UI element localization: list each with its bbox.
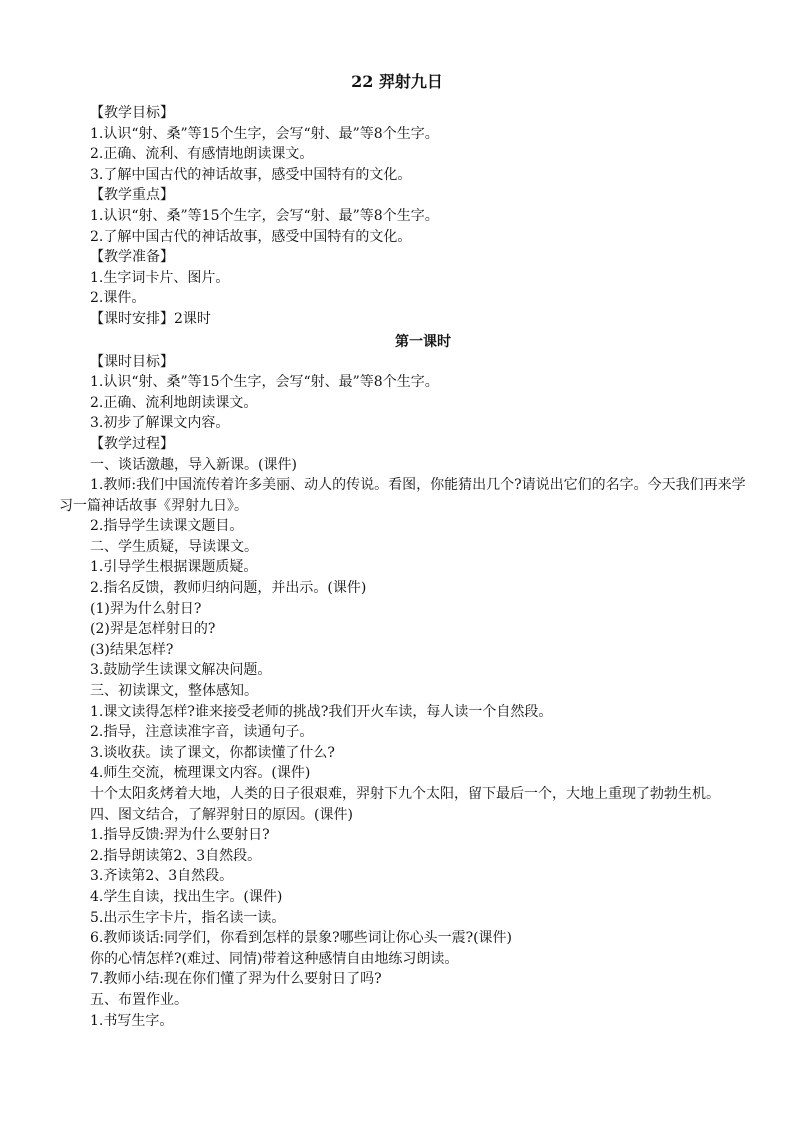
text-line: 1.引导学生根据课题质疑。 <box>90 559 258 576</box>
text-line: 2.课件。 <box>90 290 146 307</box>
text-line: 【课时安排】2课时 <box>90 310 211 327</box>
text-line: 7.教师小结:现在你们懂了羿为什么要射日了吗? <box>90 971 382 988</box>
text-line: 五、布置作业。 <box>90 991 188 1008</box>
text-line: 【教学过程】 <box>90 435 174 452</box>
text-line: 1.指导反馈:羿为什么要射日? <box>90 827 270 844</box>
text-line: 2.指导，注意读准字音，读通句子。 <box>90 724 314 741</box>
text-line: 2.正确、流利、有感情地朗读课文。 <box>90 146 314 163</box>
text-line: 1.课文读得怎样?谁来接受老师的挑战?我们开火车读，每人读一个自然段。 <box>90 703 553 720</box>
text-line: 二、学生质疑，导读课文。 <box>90 538 258 555</box>
text-line: 【课时目标】 <box>90 353 174 370</box>
text-line: 2.了解中国古代的神话故事，感受中国特有的文化。 <box>90 228 412 245</box>
document-title: 22 羿射九日 <box>351 72 443 91</box>
text-line: 2.指名反馈，教师归纳问题，并出示。(课件) <box>90 580 367 597</box>
text-line: 【教学准备】 <box>90 249 174 266</box>
text-line: 【教学重点】 <box>90 187 174 204</box>
text-line: 3.齐读第2、3自然段。 <box>90 868 234 885</box>
text-line: 1.书写生字。 <box>90 1012 174 1029</box>
text-line: 1.认识“射、桑”等15个生字，会写“射、最”等8个生字。 <box>90 125 439 142</box>
text-line: 2.指导学生读课文题目。 <box>90 518 244 535</box>
text-line: 3.了解中国古代的神话故事，感受中国特有的文化。 <box>90 166 412 183</box>
paragraph: 十个太阳炙烤着大地，人类的日子很艰难，羿射下九个太阳，留下最后一个，大地上重现了勃勃生机。 <box>90 786 720 802</box>
text-line: 5.出示生字卡片，指名读一读。 <box>90 909 286 926</box>
text-line: 三、初读课文，整体感知。 <box>90 683 258 700</box>
text-line: 1.认识“射、桑”等15个生字，会写“射、最”等8个生字。 <box>90 374 439 391</box>
text-line: 你的心情怎样?(难过、同情)带着这种感情自由地练习朗读。 <box>90 950 459 967</box>
text-line: (2)羿是怎样射日的? <box>90 621 216 638</box>
text-line: 1.认识“射、桑”等15个生字，会写“射、最”等8个生字。 <box>90 207 439 224</box>
text-line: 3.鼓励学生读课文解决问题。 <box>90 662 272 679</box>
lesson-overview <box>90 103 750 330</box>
text-line: (3)结果怎样? <box>90 641 174 658</box>
text-line: 3.初步了解课文内容。 <box>90 415 230 432</box>
section-title: 第一课时 <box>395 333 451 350</box>
text-line: 3.谈收获。读了课文，你都读懂了什么? <box>90 744 335 761</box>
text-line: 2.正确、流利地朗读课文。 <box>90 394 258 411</box>
lesson-process <box>59 352 750 1032</box>
text-line: 4.师生交流，梳理课文内容。(课件) <box>90 765 311 782</box>
text-line: 四、图文结合，了解羿射日的原因。(课件) <box>90 806 353 823</box>
text-line: 6.教师谈话:同学们，你看到怎样的景象?哪些词让你心头一震?(课件) <box>90 930 513 947</box>
document-body <box>59 103 750 1031</box>
text-line: (1)羿为什么射日? <box>90 600 202 617</box>
text-line: 2.指导朗读第2、3自然段。 <box>90 847 262 864</box>
paragraph: 1.教师:我们中国流传着许多美丽、动人的传说。看图，你能猜出几个?请说出它们的名字。今天我们再来学习一篇神话故事《羿射九日》。 <box>59 477 746 514</box>
text-line: 【教学目标】 <box>90 105 174 121</box>
text-line: 1.生字词卡片、图片。 <box>90 269 230 286</box>
text-line: 一、谈话激趣，导入新课。(课件) <box>90 456 297 473</box>
text-line: 4.学生自读，找出生字。(课件) <box>90 888 283 905</box>
